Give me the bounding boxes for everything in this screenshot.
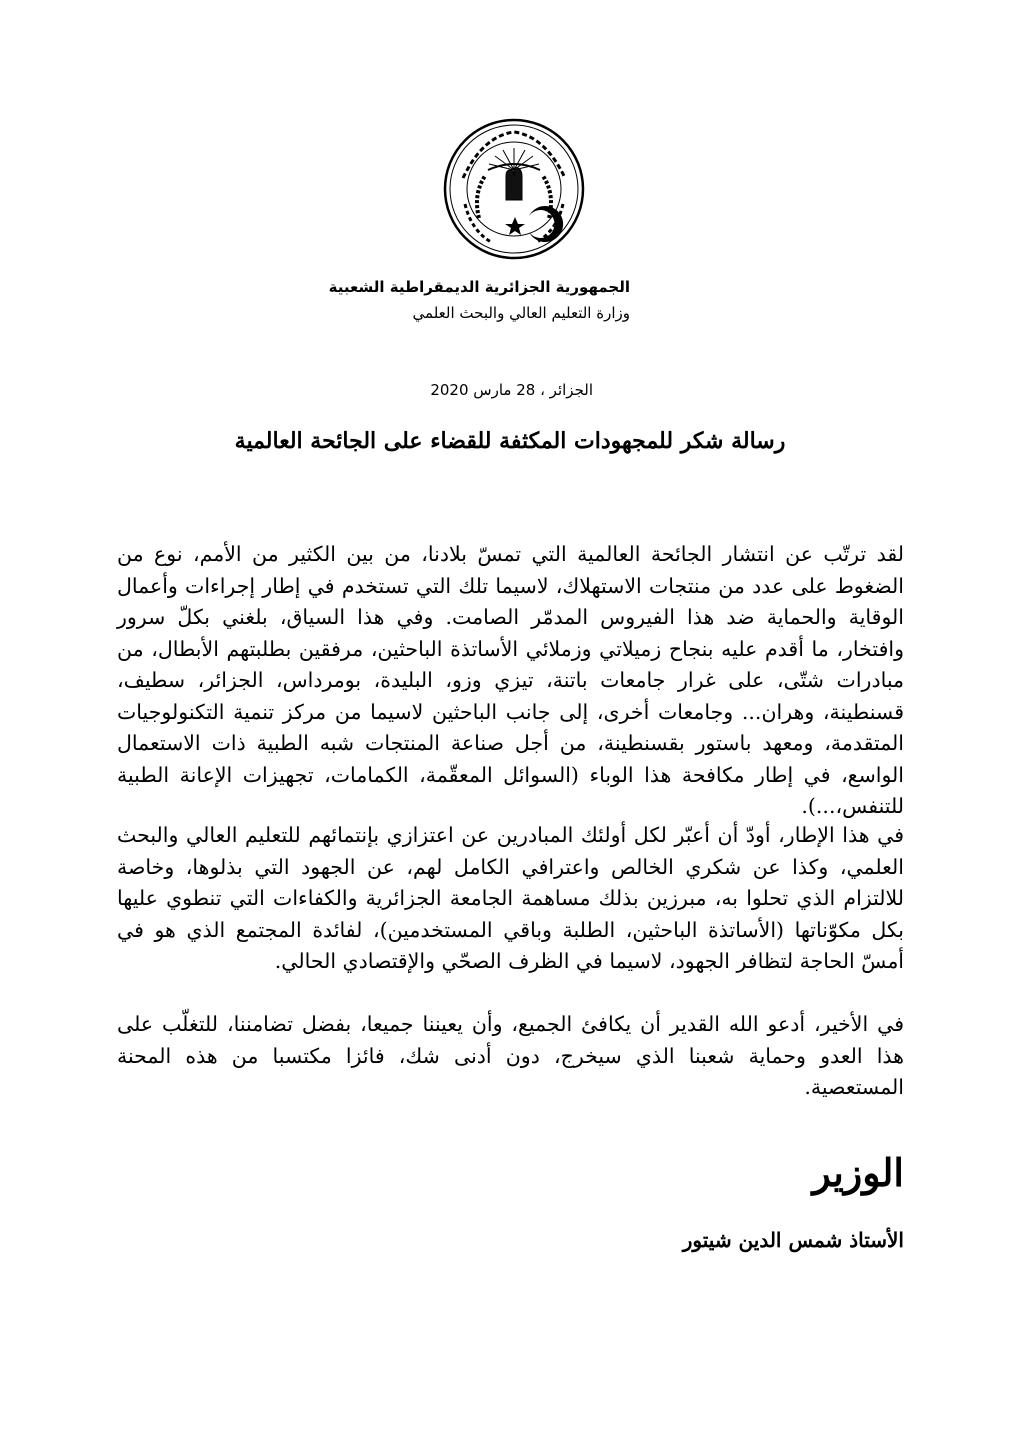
letter-title: رسالة شكر للمجهودات المكثفة للقضاء على الجائحة العالمية: [234, 428, 786, 454]
algerian-state-emblem-icon: [443, 118, 585, 260]
paragraph-2: في هذا الإطار، أودّ أن أعبّر لكل أولئك المبادرين عن اعتزازي بإنتمائهم للتعليم العالي والبحث العلمي، وكذا عن شكري الخالص واعترافي الكامل لهم، عن الجهود التي بذلوها، وخاصة للالتزام الذي تحلوا به، مبرزين بذلك مساهمة الجامعة الجزائرية والكفاءات التي تنطوي عليها بكل مكوّناتها (الأساتذة الباحثين، الطلبة وباقي المستخدمين)، لفائدة المجتمع الذي هو في أمسّ الحاجة لتظافر الجهود، لاسيما في الظرف الصحّي والإقتصادي الحالي.: [117, 823, 904, 973]
ministry-name: وزارة التعليم العالي والبحث العلمي: [412, 304, 630, 322]
paragraph-1: لقد ترتّب عن انتشار الجائحة العالمية التي تمسّ بلادنا، من بين الكثير من الأمم، نوع من الضغوط على عدد من منتجات الاستهلاك، لاسيما تلك التي تستخدم في إطار إجراءات وأعمال الوقاية والحماية ضد هذا الفيروس المدمّر الصامت. وفي هذا السياق، بلغني بكلّ سرور وافتخار، ما أقدم عليه بنجاح زميلاتي وزملائي الأساتذة الباحثين، مرفقين بطلبتهم الأبطال، من مبادرات شتّى، على غرار جامعات باتنة، تيزي وزو، البليدة، بومرداس، الجزائر، سطيف، قسنطينة، وهران... وجامعات أخرى، إلى جانب الباحثين لاسيما من مركز تنمية التكنولوجيات المتقدمة، ومعهد باستور بقسنطينة، من أجل صناعة المنتجات شبه الطبية ذات الاستعمال الواسع، في إطار مكافحة هذا الوباء (السوائل المعقّمة، الكمامات، تجهيزات الإعانة الطبية للتنفس،...).: [117, 542, 904, 818]
signature-name: الأستاذ شمس الدين شيتور: [682, 1228, 904, 1252]
paragraph-3: في الأخير، أدعو الله القدير أن يكافئ الجميع، وأن يعيننا جميعا، بفضل تضامننا، للتغلّب على هذا العدو وحماية شعبنا الذي سيخرج، دون أدنى شك، فائزا مكتسبا من هذه المحنة المستعصية.: [117, 1012, 904, 1099]
signature-title: الوزير: [812, 1150, 904, 1195]
republic-name: الجمهورية الجزائرية الديمقراطية الشعبية: [328, 278, 630, 296]
letter-date: الجزائر ، 28 مارس 2020: [430, 381, 593, 399]
